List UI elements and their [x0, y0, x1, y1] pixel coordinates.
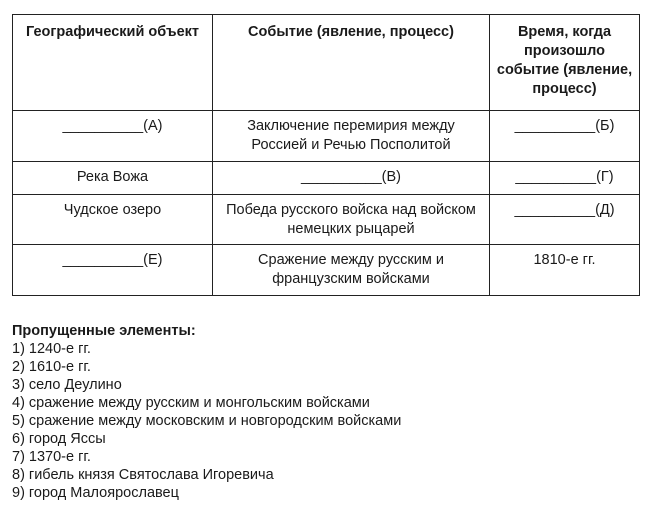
- table-header-row: [13, 15, 640, 111]
- cell-geo-object: Река Вожа: [13, 162, 213, 195]
- list-item: 3) село Деулино: [12, 377, 122, 393]
- missing-elements-title: Пропущенные элементы:: [12, 323, 196, 339]
- header-event: Событие (явление, процесс): [213, 15, 490, 111]
- cell-time: __________(Д): [490, 195, 640, 245]
- cell-geo-object: Чудское озеро: [13, 195, 213, 245]
- table-row: [13, 195, 640, 245]
- list-item: 2) 1610-е гг.: [12, 359, 91, 375]
- cell-event: Заключение перемирия между Россией и Речью Посполитой: [213, 111, 490, 162]
- cell-event: __________(В): [213, 162, 490, 195]
- list-item: 7) 1370-е гг.: [12, 449, 91, 465]
- table-row: [13, 162, 640, 195]
- cell-time: __________(Б): [490, 111, 640, 162]
- list-item: 4) сражение между русским и монгольским войсками: [12, 395, 370, 411]
- list-item: 5) сражение между московским и новгородским войсками: [12, 413, 402, 429]
- list-item: 8) гибель князя Святослава Игоревича: [12, 467, 274, 483]
- events-table: [12, 14, 640, 296]
- cell-time: 1810-е гг.: [490, 245, 640, 296]
- missing-elements-list: [12, 322, 401, 502]
- table-row: [13, 111, 640, 162]
- cell-time: __________(Г): [490, 162, 640, 195]
- cell-geo-object: __________(Е): [13, 245, 213, 296]
- list-item: 1) 1240-е гг.: [12, 341, 91, 357]
- cell-event: Победа русского войска над войском немецких рыцарей: [213, 195, 490, 245]
- cell-geo-object: __________(А): [13, 111, 213, 162]
- cell-event: Сражение между русским и французским войсками: [213, 245, 490, 296]
- header-geo-object: Географический объект: [13, 15, 213, 111]
- list-item: 6) город Яссы: [12, 431, 106, 447]
- table-row: [13, 245, 640, 296]
- header-time: Время, когда произошло событие (явление, процесс): [490, 15, 640, 111]
- list-item: 9) город Малоярославец: [12, 485, 179, 501]
